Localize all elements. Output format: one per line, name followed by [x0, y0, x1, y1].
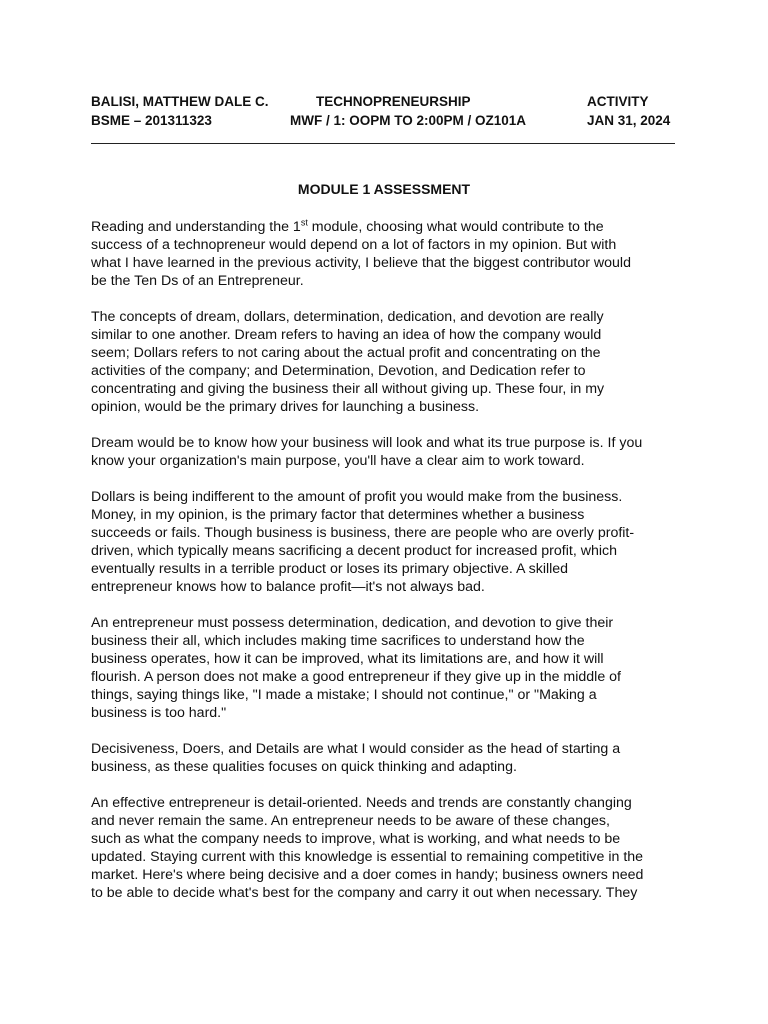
paragraph-line: Money, in my opinion, is the primary factor that determines whether a business	[91, 507, 585, 523]
subject-title: TECHNOPRENEURSHIP	[316, 94, 471, 109]
paragraph	[91, 434, 681, 470]
paragraph-line: flourish. A person does not make a good entrepreneur if they give up in the middle of	[91, 669, 622, 685]
student-name: BALISI, MATTHEW DALE C.	[91, 94, 269, 109]
paragraph-line: driven, which typically means sacrificing a decent product for increased profit, which	[91, 543, 617, 559]
header-row-2	[91, 112, 675, 130]
paragraph	[91, 740, 681, 776]
class-schedule: MWF / 1: OOPM TO 2:00PM / OZ101A	[290, 113, 527, 128]
paragraph-line: Decisiveness, Doers, and Details are what I would consider as the head of starting a	[91, 741, 621, 757]
paragraph-line: entrepreneur knows how to balance profit—it's not always bad.	[91, 579, 485, 595]
paragraph-line: activities of the company; and Determination, Devotion, and Dedication refer to	[91, 363, 586, 379]
paragraph	[91, 488, 681, 596]
paragraph-line: and never remain the same. An entrepreneur needs to be aware of these changes,	[91, 813, 610, 829]
paragraph-line: such as what the company needs to improve, what is working, and what needs to be	[91, 831, 621, 847]
paragraph-line: succeeds or fails. Though business is business, there are people who are overly profit-	[91, 525, 635, 541]
paragraph-line: what I have learned in the previous activity, I believe that the biggest contributor would	[91, 255, 631, 271]
paragraph-line: opinion, would be the primary drives for launching a business.	[91, 399, 480, 415]
paragraph-line: business is too hard."	[91, 705, 227, 721]
paragraph	[91, 794, 681, 902]
paragraph-line: market. Here's where being decisive and a doer comes in handy; business owners need	[91, 867, 644, 883]
paragraph-line: The concepts of dream, dollars, determination, dedication, and devotion are really	[91, 309, 604, 325]
program-id: BSME – 201311323	[91, 113, 212, 128]
paragraph-line: to be able to decide what's best for the company and carry it out when necessary. They	[91, 885, 638, 901]
paragraph	[91, 614, 681, 722]
paragraph-line: An entrepreneur must possess determination, dedication, and devotion to give their	[91, 615, 614, 631]
paragraph-line: Dream would be to know how your business will look and what its true purpose is. If you	[91, 435, 643, 451]
paragraph-line: similar to one another. Dream refers to having an idea of how the company would	[91, 327, 602, 343]
paragraph-line: Dollars is being indifferent to the amount of profit you would make from the business.	[91, 489, 623, 505]
paragraph-line: updated. Staying current with this knowledge is essential to remaining competitive in the	[91, 849, 644, 865]
submission-date: JAN 31, 2024	[587, 113, 671, 128]
page-title: MODULE 1 ASSESSMENT	[297, 181, 471, 197]
paragraph-line: eventually results in a terrible product or loses its primary objective. A skilled	[91, 561, 569, 577]
paragraph-line: know your organization's main purpose, you'll have a clear aim to work toward.	[91, 453, 585, 469]
ordinal-superscript: st	[300, 217, 308, 228]
paragraph-line: business, as these qualities focuses on quick thinking and adapting.	[91, 759, 517, 775]
paragraph-line: business operates, how it can be improved, what its limitations are, and how it will	[91, 651, 604, 667]
paragraph-line: An effective entrepreneur is detail-oriented. Needs and trends are constantly changing	[91, 795, 632, 811]
paragraph-line: concentrating and giving the business their all without giving up. These four, in my	[91, 381, 605, 397]
header-row-1	[91, 93, 675, 111]
header-divider	[91, 143, 675, 144]
paragraph	[91, 218, 681, 290]
paragraph-line: Reading and understanding the 1st module, choosing what would contribute to the	[91, 217, 604, 235]
paragraph-line: business their all, which includes making time sacrifices to understand how the	[91, 633, 585, 649]
paragraph	[91, 308, 681, 416]
paragraph-line: success of a technopreneur would depend on a lot of factors in my opinion. But with	[91, 237, 617, 253]
paragraph-line: seem; Dollars refers to not caring about the actual profit and concentrating on the	[91, 345, 601, 361]
paragraph-line: things, saying things like, "I made a mistake; I should not continue," or "Making a	[91, 687, 597, 703]
document-type: ACTIVITY	[587, 94, 649, 109]
essay-body	[91, 218, 681, 920]
paragraph-line: be the Ten Ds of an Entrepreneur.	[91, 273, 304, 289]
